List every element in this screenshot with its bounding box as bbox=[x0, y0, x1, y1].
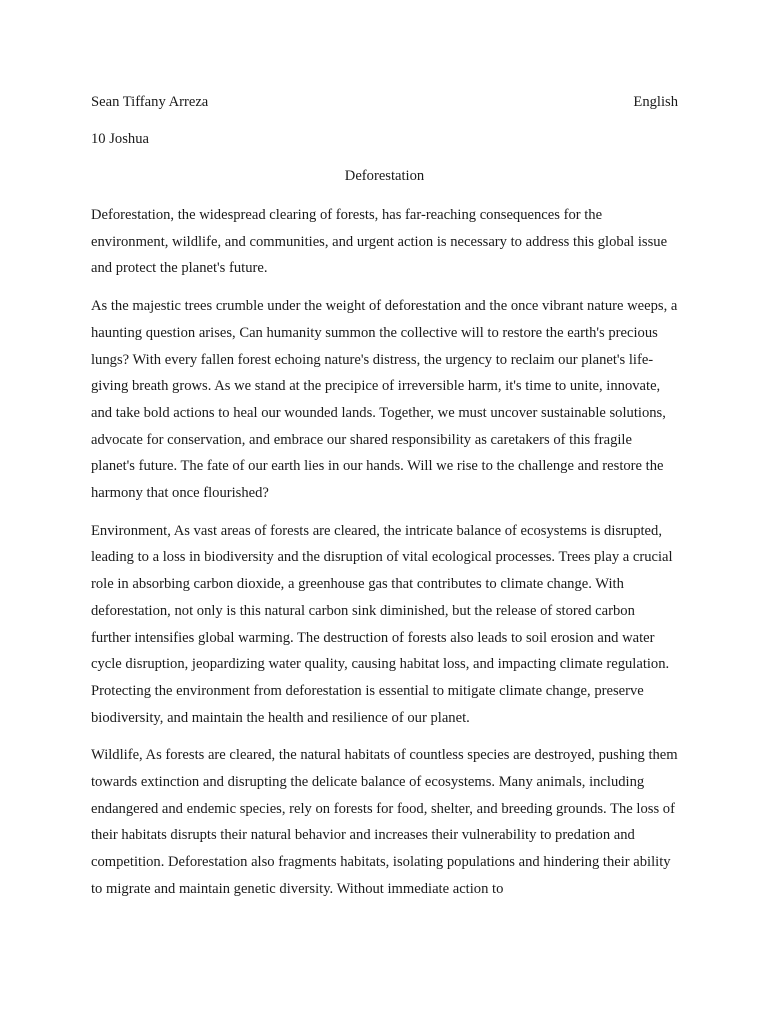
document-body bbox=[91, 91, 678, 914]
paragraph-intro: Deforestation, the widespread clearing of forests, has far-reaching consequences for the environment, wildlife, and communities, and urgent action is necessary to address this global issue and protect the planet's future. bbox=[91, 207, 668, 277]
header-row bbox=[91, 91, 678, 113]
paragraph-environment: Environment, As vast areas of forests are cleared, the intricate balance of ecosystems is disrupted, leading to a loss in biodiversity and the disruption of vital ecological processes. Trees play a crucial role in absorbing carbon dioxide, a greenhouse gas that contributes to climate change. With deforestation, not only is this natural carbon sink diminished, but the release of stored carbon further intensifies global warming. The destruction of forests also leads to soil erosion and water cycle disruption, jeopardizing water quality, causing habitat loss, and impacting climate regulation. Protecting the environment from deforestation is essential to mitigate climate change, preserve biodiversity, and maintain the health and resilience of our planet. bbox=[91, 522, 673, 726]
paragraph-hook: As the majestic trees crumble under the weight of deforestation and the once vibrant nature weeps, a haunting question arises, Can humanity summon the collective will to restore the earth's precious lungs? With every fallen forest echoing nature's distress, the urgency to reclaim our planet's life-giving breath grows. As we stand at the precipice of irreversible harm, it's time to unite, innovate, and take bold actions to heal our wounded lands. Together, we must uncover sustainable solutions, advocate for conservation, and embrace our shared responsibility as caretakers of this fragile planet's future. The fate of our earth lies in our hands. Will we rise to the challenge and restore the harmony that once flourished? bbox=[91, 298, 678, 502]
author-name: Sean Tiffany Arreza bbox=[91, 94, 209, 110]
subject-label: English bbox=[633, 94, 678, 110]
class-section: 10 Joshua bbox=[91, 131, 149, 147]
document-title: Deforestation bbox=[344, 168, 425, 184]
paragraph-wildlife: Wildlife, As forests are cleared, the natural habitats of countless species are destroyed, pushing them towards extinction and disrupting the delicate balance of ecosystems. Many animals, including endangered and endemic species, rely on forests for food, shelter, and breeding grounds. The loss of their habitats disrupts their natural behavior and increases their vulnerability to predation and competition. Deforestation also fragments habitats, isolating populations and hindering their ability to migrate and maintain genetic diversity. Without immediate action to bbox=[91, 747, 678, 897]
